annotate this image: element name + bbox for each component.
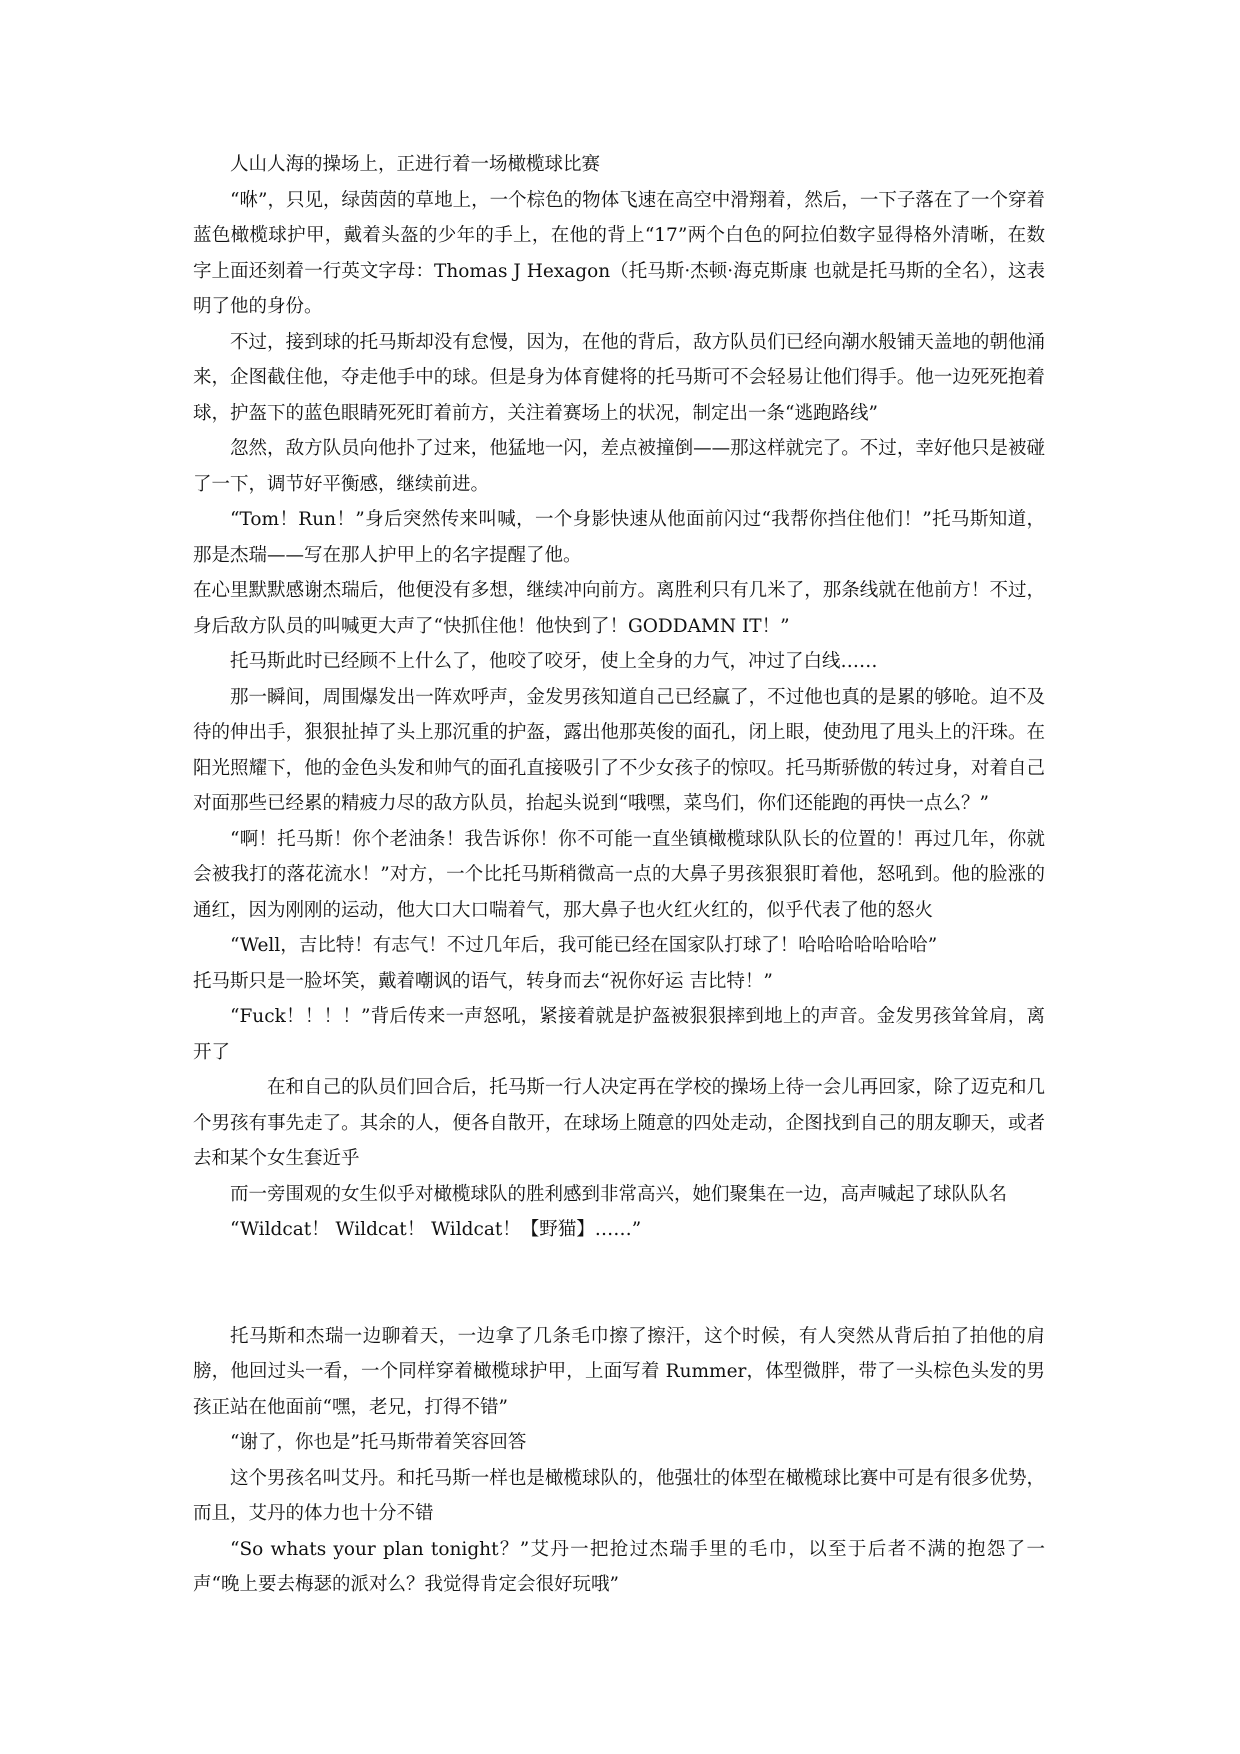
paragraph-18: 这个男孩名叫艾丹。和托马斯一样也是橄榄球队的，他强壮的体型在橄榄球比赛中可是有很多优势，而且，艾丹的体力也十分不错 [193,1467,1045,1524]
paragraph-3: 不过，接到球的托马斯却没有怠慢，因为，在他的背后，敌方队员们已经向潮水般铺天盖地的朝他涌来，企图截住他，夺走他手中的球。但是身为体育健将的托马斯可不会轻易让他们得手。他一边死死抱着球，护盔下的蓝色眼睛死死盯着前方，关注着赛场上的状况，制定出一条“逃跑路线” [193,331,1045,424]
paragraph-19: “So whats your plan tonight？”艾丹一把抢过杰瑞手里的毛巾，以至于后者不满的抱怨了一声“晚上要去梅瑟的派对么？我觉得肯定会很好玩哦” [193,1538,1045,1595]
paragraph-17: “谢了，你也是”托马斯带着笑容回答 [230,1432,527,1453]
paragraph-10: “Well，吉比特！有志气！不过几年后，我可能已经在国家队打球了！哈哈哈哈哈哈哈” [230,935,938,956]
paragraph-1: 人山人海的操场上，正进行着一场橄榄球比赛 [230,154,601,175]
paragraph-12: “Fuck！！！！”背后传来一声怒吼，紧接着就是护盔被狠狠摔到地上的声音。金发男孩耸耸肩，离开了 [193,1006,1045,1063]
paragraph-2: “咻”，只见，绿茵茵的草地上，一个棕色的物体飞速在高空中滑翔着，然后，一下子落在了一个穿着蓝色橄榄球护甲，戴着头盔的少年的手上，在他的背上“17”两个白色的阿拉伯数字显得格外清晰，在数字上面还刻着一行英文字母：Thomas J Hexagon（托马斯·杰顿·海克斯康 也就是托马斯的全名），这表明了他的身份。 [193,189,1045,317]
paragraph-14: 而一旁围观的女生似乎对橄榄球队的胜利感到非常高兴，她们聚集在一边，高声喊起了球队队名 [230,1183,1008,1205]
paragraph-16: 托马斯和杰瑞一边聊着天，一边拿了几条毛巾擦了擦汗，这个时候，有人突然从背后拍了拍他的肩膀，他回过头一看，一个同样穿着橄榄球护甲，上面写着 Rummer，体型微胖，带了一头棕色头发的男孩正站在他面前“嘿，老兄，打得不错” [193,1325,1045,1418]
paragraph-5: “Tom！Run！”身后突然传来叫喊，一个身影快速从他面前闪过“我帮你挡住他们！”托马斯知道，那是杰瑞——写在那人护甲上的名字提醒了他。 [193,509,1045,566]
paragraph-gap [193,1248,1045,1319]
paragraph-8: 那一瞬间，周围爆发出一阵欢呼声，金发男孩知道自己已经赢了，不过他也真的是累的够呛。迫不及待的伸出手，狠狠扯掉了头上那沉重的护盔，露出他那英俊的面孔，闭上眼，使劲甩了甩头上的汗珠。在阳光照耀下，他的金色头发和帅气的面孔直接吸引了不少女孩子的惊叹。托马斯骄傲的转过身，对着自己对面那些已经累的精疲力尽的敌方队员，抬起头说到“哦嘿，菜鸟们，你们还能跑的再快一点么？” [193,686,1045,814]
paragraph-15: “Wildcat！ Wildcat！ Wildcat！【野猫】……” [230,1219,642,1240]
paragraph-6: 在心里默默感谢杰瑞后，他便没有多想，继续冲向前方。离胜利只有几米了，那条线就在他前方！不过，身后敌方队员的叫喊更大声了“快抓住他！他快到了！GODDAMN IT！” [193,580,1045,637]
paragraph-9: “啊！托马斯！你个老油条！我告诉你！你不可能一直坐镇橄榄球队队长的位置的！再过几年，你就会被我打的落花流水！”对方，一个比托马斯稍微高一点的大鼻子男孩狠狠盯着他，怒吼到。他的脸涨的通红，因为刚刚的运动，他大口大口喘着气，那大鼻子也火红火红的，似乎代表了他的怒火 [193,828,1045,921]
paragraph-4: 忽然，敌方队员向他扑了过来，他猛地一闪，差点被撞倒——那这样就完了。不过，幸好他只是被碰了一下，调节好平衡感，继续前进。 [193,438,1045,495]
paragraph-11: 托马斯只是一脸坏笑，戴着嘲讽的语气，转身而去“祝你好运 吉比特！” [193,970,773,992]
paragraph-13: 在和自己的队员们回合后，托马斯一行人决定再在学校的操场上待一会儿再回家，除了迈克和几个男孩有事先走了。其余的人，便各自散开，在球场上随意的四处走动，企图找到自己的朋友聊天，或者去和某个女生套近乎 [193,1077,1045,1169]
paragraph-7: 托马斯此时已经顾不上什么了，他咬了咬牙，使上全身的力气，冲过了白线…… [230,651,878,672]
story-body [193,147,1045,1603]
